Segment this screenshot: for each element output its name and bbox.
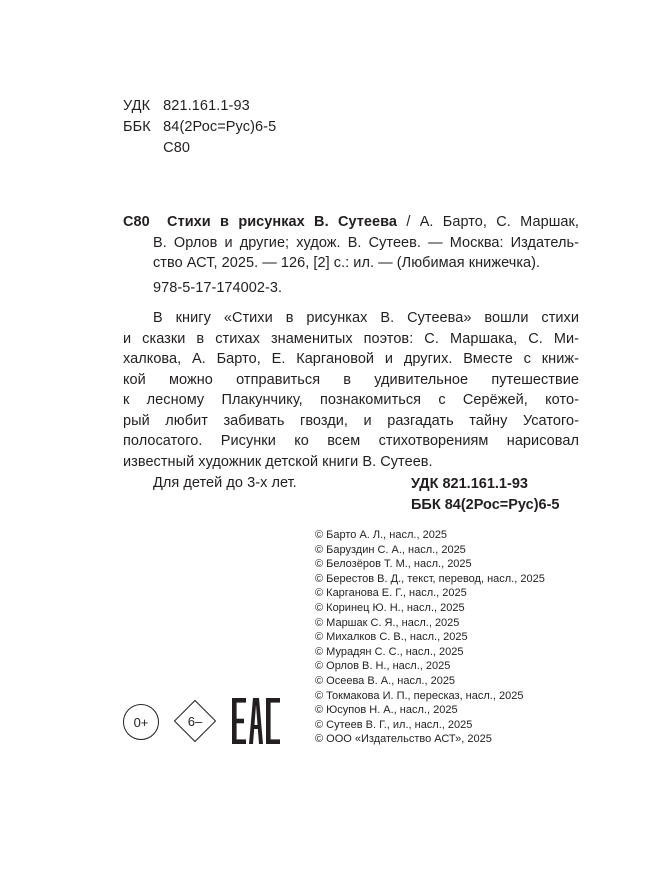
- eac-logo-icon: [232, 698, 280, 744]
- footer-udk: УДК 821.161.1-93: [411, 476, 528, 492]
- copyright-line: © Карганова Е. Г., насл., 2025: [315, 587, 467, 600]
- header-classification: [123, 96, 276, 159]
- annotation-line: полосатого. Рисунки ко всем стихотворениям нарисовал: [123, 433, 579, 449]
- copyright-line: © Сутеев В. Г., ил., насл., 2025: [315, 718, 473, 731]
- entry-line-3: ство АСТ, 2025. — 126, [2] с.: ил. — (Любимая книжечка).: [153, 255, 541, 271]
- annotation-line: халкова, А. Барто, Е. Каргановой и других. Вместе с книж-: [123, 351, 579, 367]
- copyright-line: © ООО «Издательство АСТ», 2025: [315, 733, 492, 746]
- diamond-mark: [172, 698, 218, 744]
- copyright-line: © Маршак С. Я., насл., 2025: [315, 616, 460, 629]
- copyright-list: [315, 528, 545, 747]
- annotation: [123, 308, 579, 494]
- authors: / А. Барто, С. Маршак,: [406, 214, 579, 230]
- copyright-line: © Орлов В. Н., насл., 2025: [315, 660, 451, 673]
- bbk-value: 84(2Рос=Рус)6-5: [163, 119, 277, 135]
- age-rating-badge: [123, 704, 159, 740]
- copyright-line: © Осеева В. А., насл., 2025: [315, 674, 456, 687]
- copyright-line: © Михалков С. В., насл., 2025: [315, 631, 468, 644]
- annotation-line: и сказки в стихах знаменитых поэтов: С. Маршака, С. Ми-: [123, 330, 579, 347]
- author-mark-line: [123, 138, 276, 159]
- isbn: 978-5-17-174002-3.: [153, 279, 283, 296]
- footer-classification: [411, 474, 559, 516]
- copyright-line: © Токмакова И. П., пересказ, насл., 2025: [315, 689, 524, 702]
- entry-line-2: В. Орлов и другие; худож. В. Сутеев. — Москва: Издатель-: [153, 234, 579, 251]
- annotation-line: рый любит забивать гвозди, и разгадать тайну Усатого-: [123, 412, 579, 429]
- annotation-line: к лесному Плакунчику, познакомиться с Серёжей, кото-: [123, 392, 579, 408]
- copyright-line: © Коринец Ю. Н., насл., 2025: [315, 601, 465, 614]
- entry-mark: С80: [123, 214, 150, 230]
- book-title: Стихи в рисунках В. Сутеева: [167, 214, 398, 230]
- udk-value: 821.161.1-93: [163, 98, 250, 114]
- annotation-line: известный художник детской книги В. Сутеев.: [123, 453, 433, 470]
- author-mark: С80: [163, 140, 191, 156]
- copyright-line: © Мурадян С. С., насл., 2025: [315, 645, 464, 658]
- entry-line-1: [123, 212, 579, 233]
- bbk-line: [123, 117, 276, 138]
- bibliographic-entry: [123, 212, 579, 494]
- age-rating-label: 0+: [133, 714, 149, 730]
- copyright-line: © Белозёров Т. М., насл., 2025: [315, 558, 472, 571]
- footer-bbk: ББК 84(2Рос=Рус)6-5: [411, 497, 560, 513]
- copyright-line: © Баруздин С. А., насл., 2025: [315, 543, 466, 556]
- bbk-label: ББК: [123, 119, 151, 135]
- annotation-line: В книгу «Стихи в рисунках В. Сутеева» вошли стихи: [153, 310, 579, 326]
- udk-label: УДК: [123, 98, 151, 114]
- copyright-line: © Берестов В. Д., текст, перевод, насл., 2025: [315, 572, 545, 585]
- age-note: Для детей до 3-х лет.: [153, 475, 297, 491]
- udk-line: [123, 96, 276, 117]
- copyright-line: © Юсупов Н. А., насл., 2025: [315, 704, 458, 717]
- annotation-line: кой можно отправиться в удивительное путешествие: [123, 371, 579, 388]
- diamond-label: 6–: [187, 713, 203, 729]
- copyright-line: © Барто А. Л., насл., 2025: [315, 529, 448, 541]
- entry-indent-block: [123, 233, 579, 494]
